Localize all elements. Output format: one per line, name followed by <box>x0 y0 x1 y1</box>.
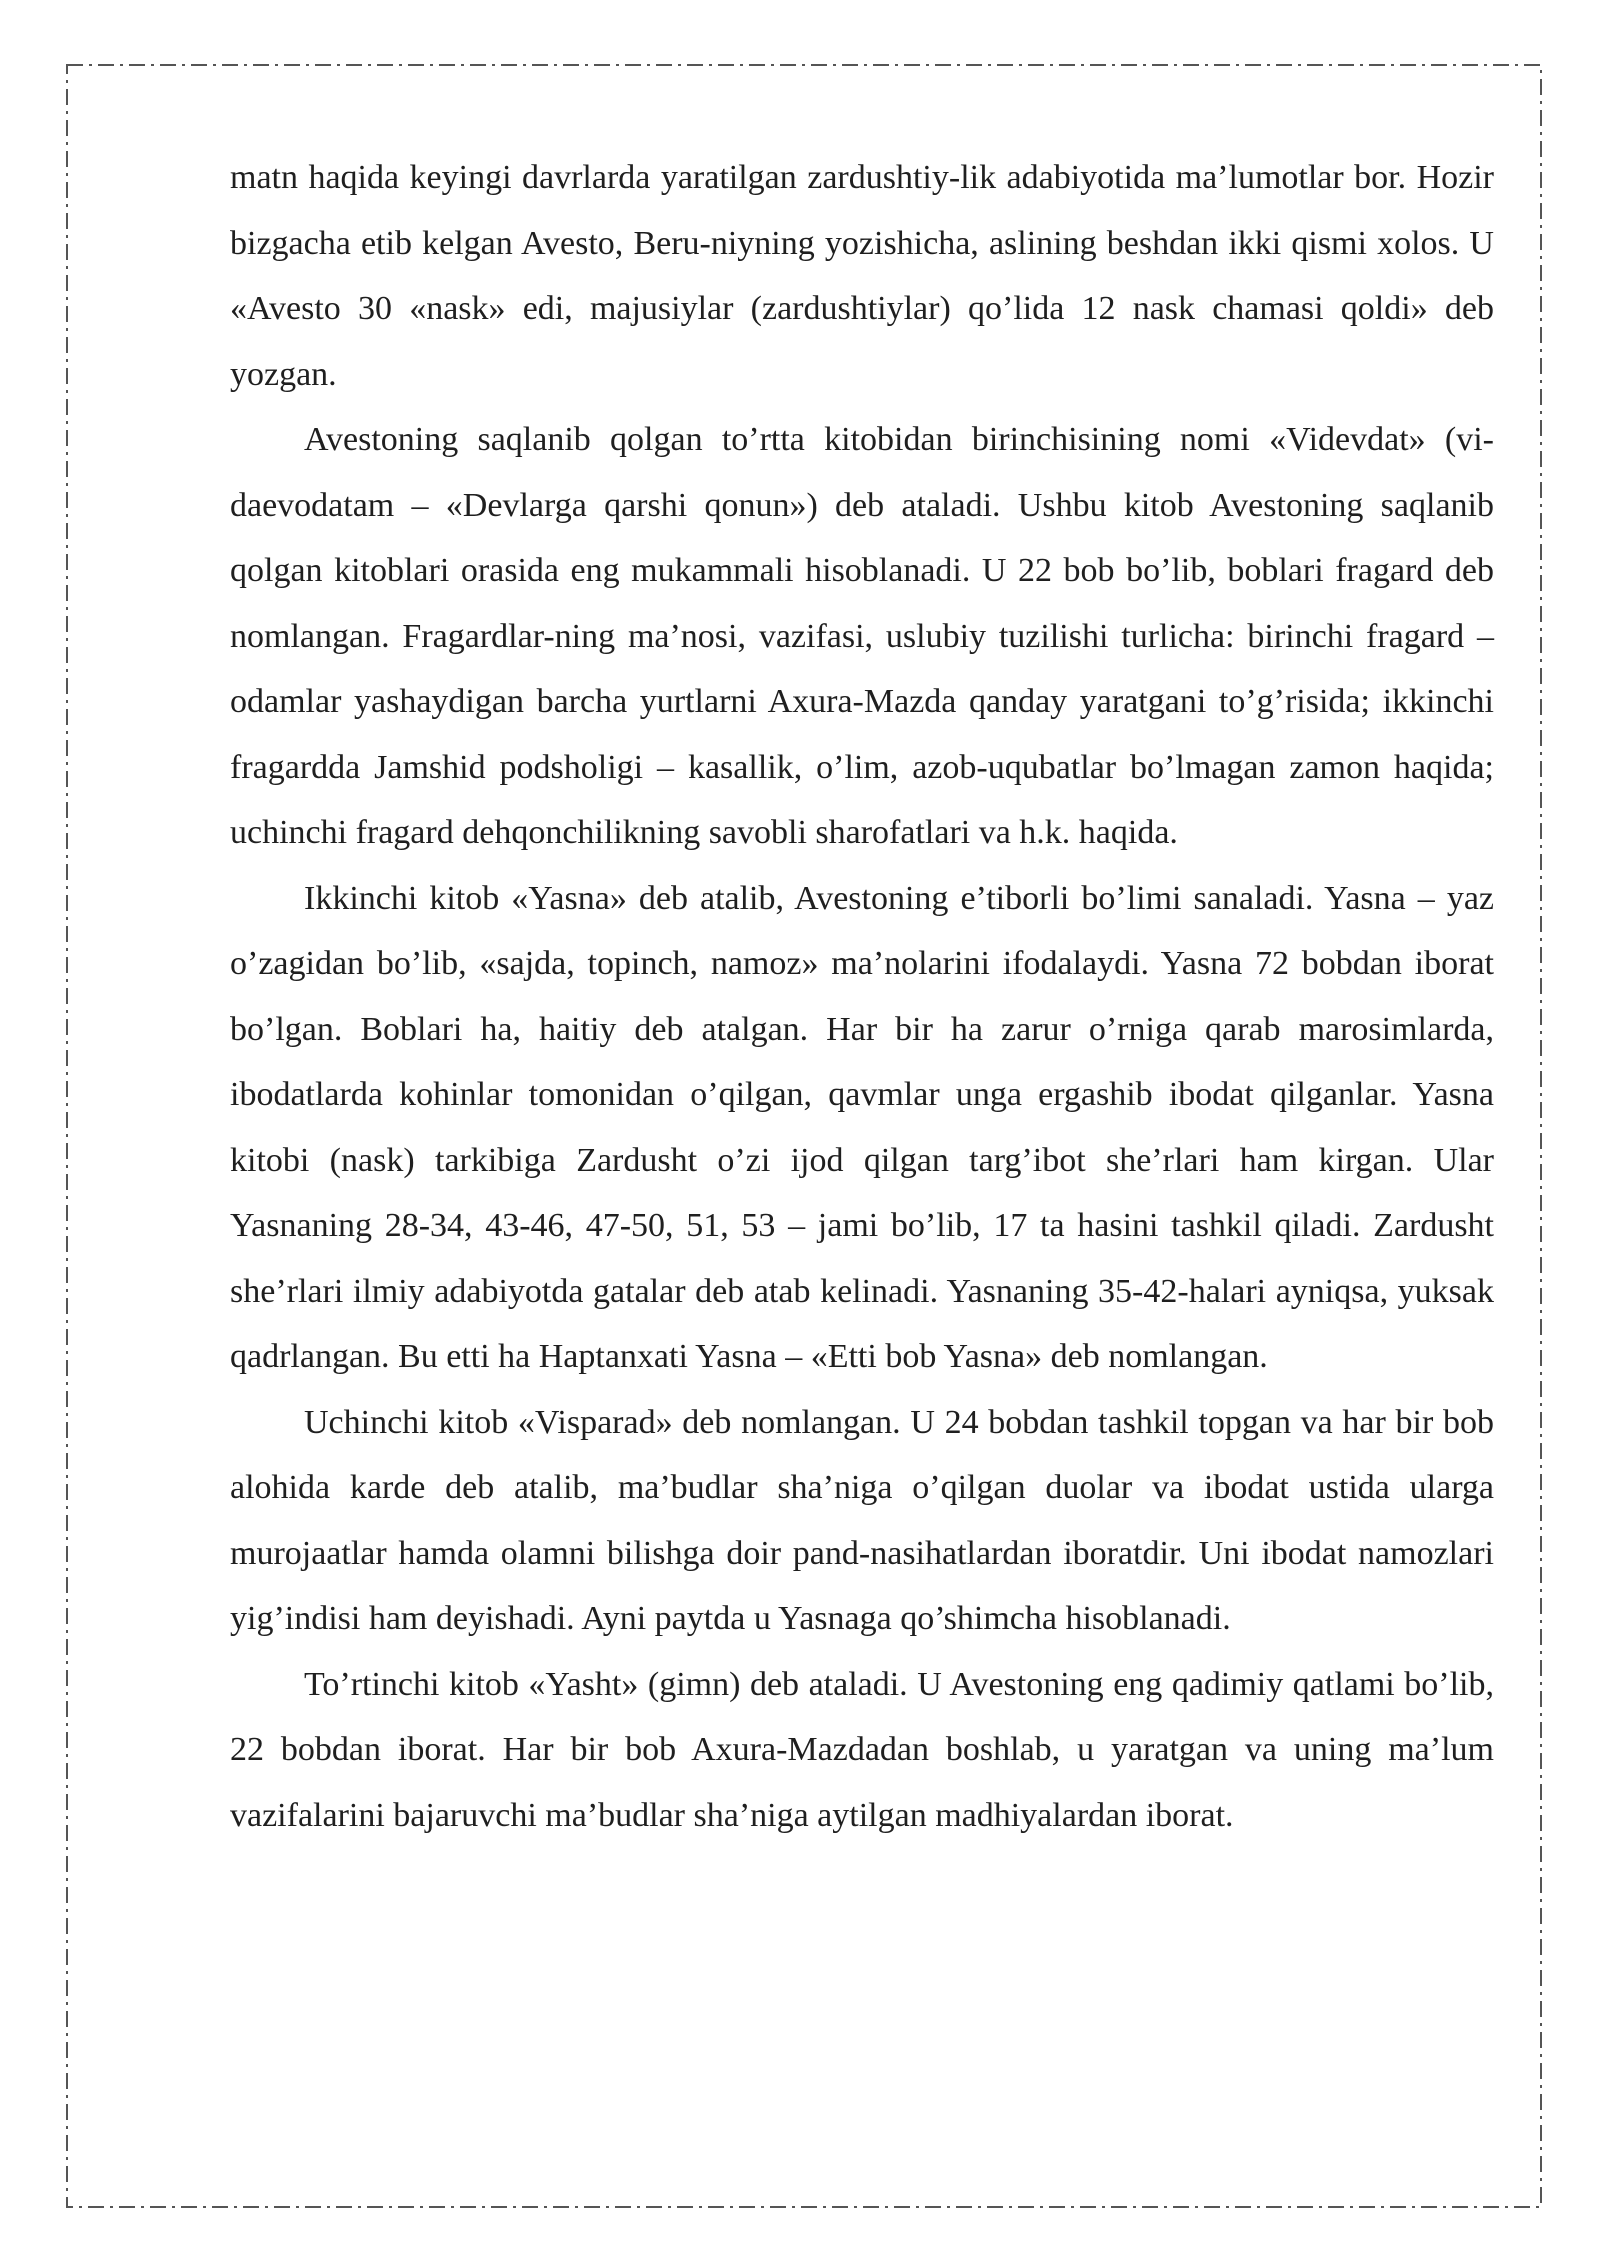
paragraph-5: To’rtinchi kitob «Yasht» (gimn) deb ataladi. U Avestoning eng qadimiy qatlami bo’lib, 22 bobdan iborat. Har bir bob Axura-Mazdadan boshlab, u yaratgan va uning ma’lum vazifalarini bajaruvchi ma’budlar sha’niga aytilgan madhiyalardan iborat. <box>230 1665 1494 1834</box>
document-body <box>230 145 1494 1848</box>
paragraph-2: Avestoning saqlanib qolgan to’rtta kitobidan birinchisining nomi «Videvdat» (vi-daevodatam – «Devlarga qarshi qonun») deb ataladi. Ushbu kitob Avestoning saqlanib qolgan kitoblari orasida eng mukammali hisoblanadi. U 22 bob bo’lib, boblari fragard deb nomlangan. Fragardlar-ning ma’nosi, vazifasi, uslubiy tuzilishi turlicha: birinchi fragard – odamlar yashaydigan barcha yurtlarni Axura-Mazda qanday yaratgani to’g’risida; ikkinchi fragardda Jamshid podsholigi – kasallik, o’lim, azob-uqubatlar bo’lmagan zamon haqida; uchinchi fragard dehqonchilikning savobli sharofatlari va h.k. haqida. <box>230 421 1494 851</box>
paragraph-3: Ikkinchi kitob «Yasna» deb atalib, Avestoning e’tiborli bo’limi sanaladi. Yasna – yaz o’zagidan bo’lib, «sajda, topinch, namoz» ma’nolarini ifodalaydi. Yasna 72 bobdan iborat bo’lgan. Boblari ha, haitiy deb atalgan. Har bir ha zarur o’rniga qarab marosimlarda, ibodatlarda kohinlar tomonidan o’qilgan, qavmlar unga ergashib ibodat qilganlar. Yasna kitobi (nask) tarkibiga Zardusht o’zi ijod qilgan targ’ibot she’rlari ham kirgan. Ular Yasnaning 28-34, 43-46, 47-50, 51, 53 – jami bo’lib, 17 ta hasini tashkil qiladi. Zardusht she’rlari ilmiy adabiyotda gatalar deb atab kelinadi. Yasnaning 35-42-halari ayniqsa, yuksak qadrlangan. Bu etti ha Haptanxati Yasna – «Etti bob Yasna» deb nomlangan. <box>230 879 1494 1375</box>
paragraph-1: matn haqida keyingi davrlarda yaratilgan zardushtiy-lik adabiyotida ma’lumotlar bor. Hozir bizgacha etib kelgan Avesto, Beru-niyning yozishicha, aslining beshdan ikki qismi xolos. U «Avesto 30 «nask» edi, majusiylar (zardushtiylar) qo’lida 12 nask chamasi qoldi» deb yozgan. <box>230 159 1494 393</box>
paragraph-4: Uchinchi kitob «Visparad» deb nomlangan. U 24 bobdan tashkil topgan va har bir bob alohida karde deb atalib, ma’budlar sha’niga o’qilgan duolar va ibodat ustida ularga murojaatlar hamda olamni bilishga doir pand-nasihatlardan iboratdir. Uni ibodat namozlari yig’indisi ham deyishadi. Ayni paytda u Yasnaga qo’shimcha hisoblanadi. <box>230 1403 1494 1637</box>
